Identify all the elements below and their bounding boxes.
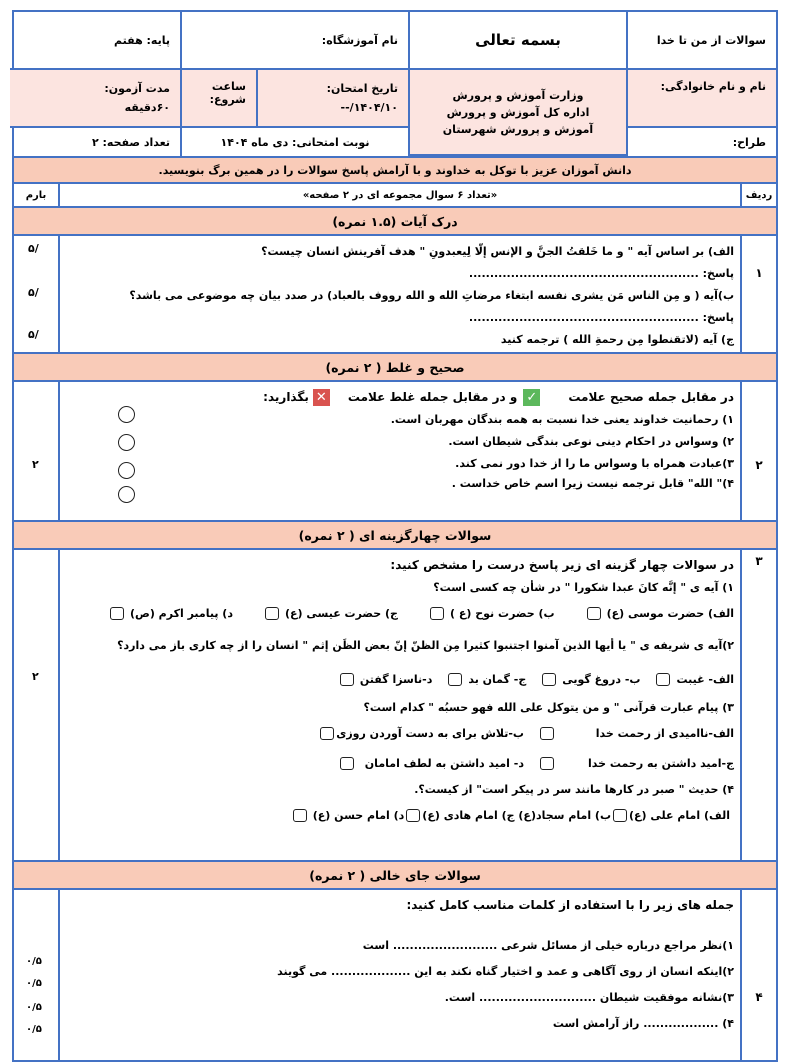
score-value: ۰/۵: [26, 978, 42, 989]
question-number: ۲: [740, 382, 776, 520]
section-title-multiple-choice: [12, 522, 778, 550]
option-label: الف) امام علی (ع): [629, 808, 730, 822]
duration-label: مدت آزمون:: [104, 82, 170, 95]
exam-session-label: نوبت امتحانی: دی ماه ۱۴۰۴: [220, 135, 370, 149]
answer-line[interactable]: پاسخ: .......................................................: [468, 266, 734, 280]
option[interactable]: [287, 809, 405, 822]
score-cell: [14, 890, 58, 1060]
x-icon: ✕: [313, 389, 330, 406]
checkbox[interactable]: [656, 673, 670, 686]
exam-session-cell: [180, 128, 408, 156]
question-row-1: [12, 236, 778, 354]
checkbox[interactable]: [265, 607, 279, 620]
page-count-label: تعداد صفحه: ۲: [91, 135, 170, 149]
option[interactable]: [259, 607, 398, 620]
question-row-2: [12, 382, 778, 522]
option-label: الف-ناامیدی از رحمت خدا: [595, 726, 734, 740]
question-number: ۴: [740, 890, 776, 1060]
checkbox[interactable]: [340, 757, 354, 770]
multiple-choice-instruction: در سوالات چهار گزینه ای زیر پاسخ درست را مشخص کنید:: [390, 558, 734, 572]
option[interactable]: [334, 673, 432, 686]
student-name-field[interactable]: [626, 70, 776, 128]
question-number: ۳: [740, 550, 776, 860]
checkbox[interactable]: [613, 809, 627, 822]
section-title-fill-in-the-blank: [12, 862, 778, 890]
fill-blank-instruction: جمله های زیر را با استفاده از کلمات مناسب کامل کنید:: [406, 898, 734, 912]
fill-blank-item[interactable]: ۱)نظر مراجع درباره خیلی از مسائل شرعی ......................... است: [362, 938, 734, 952]
option[interactable]: [104, 607, 233, 620]
exam-date-label: تاریخ امتحان:: [326, 82, 398, 95]
org-line-county: آموزش و پرورش شهرستان: [442, 122, 594, 136]
answer-circle[interactable]: [118, 462, 135, 479]
instruction-text: و در مقابل جمله غلط علامت: [347, 390, 518, 404]
checkbox[interactable]: [540, 727, 554, 740]
true-false-item: ۱) رحمانیت خداوند یعنی خدا نسبت به همه بندگان مهربان است.: [390, 412, 734, 426]
option-label: ب- دروغ گویی: [562, 672, 641, 686]
exam-sheet: [12, 10, 778, 1062]
option-label: د-ناسزا گفتن: [359, 672, 433, 686]
question-body: [58, 236, 740, 354]
answer-circle[interactable]: [118, 434, 135, 451]
answer-circle[interactable]: [118, 486, 135, 503]
option-group: [70, 748, 734, 778]
instruction-text: در مقابل جمله صحیح علامت: [568, 390, 734, 404]
score-value: ۰/۵: [26, 1024, 42, 1035]
exam-date-cell: [256, 70, 408, 128]
answer-circle[interactable]: [118, 406, 135, 423]
true-false-item: ۳)عبادت همراه با وسواس ما را از خدا دور نمی کند.: [455, 456, 734, 470]
question-row-4: [12, 890, 778, 1062]
instructions-banner: [12, 158, 778, 184]
checkbox[interactable]: [587, 607, 601, 620]
exam-title-text: سوالات از من تا خدا: [656, 33, 766, 47]
checkbox[interactable]: [110, 607, 124, 620]
question-text: ۳) پیام عبارت قرآنی " و من یتوکل علی الله فهو حسبُه " کدام است؟: [363, 700, 734, 714]
question-text: ۲)آیه ی شریفه ی " یا أیها الذین آمنوا اجتنبوا کثیرا مِن الظنّ إنّ بعض الظَن إثم " انسان را از چه کاری باز می دارد؟: [117, 638, 734, 652]
score-value: /۵: [28, 286, 39, 299]
designer-field[interactable]: [626, 128, 776, 156]
option-label: ب) حضرت نوح (ع ): [450, 606, 555, 620]
option-label: د) امام حسن (ع): [312, 808, 405, 822]
option-group: [70, 598, 734, 628]
row-column-header: ردیف: [740, 184, 776, 206]
checkbox[interactable]: [406, 809, 420, 822]
school-name-field[interactable]: [180, 12, 408, 70]
org-line-general-office: اداره کل آموزش و پرورش: [446, 105, 590, 119]
option-group: [70, 800, 734, 830]
section-1-title: درک آیات (۱.۵ نمره): [332, 213, 458, 229]
option-label: ب) امام سجاد(ع) ج) امام هادی (ع): [422, 808, 611, 822]
section-title-true-false: [12, 354, 778, 382]
question-line: ب)آیه ( و مِن الناس مَن یشری نفسه ابتغاء مرضاتِ الله و الله رووف بالعباد) در صدد بیان چه موضوعی می باشد؟: [129, 288, 734, 302]
score-cell: [14, 382, 58, 520]
true-false-item: ۴)" الله" قابل ترجمه نیست زیرا اسم خاص خداست .: [451, 476, 734, 490]
start-time-label: ساعت شروع:: [209, 80, 246, 106]
true-false-item: ۲) وسواس در احکام دینی نوعی بندگی شیطان است.: [448, 434, 734, 448]
option-label: د) پیامبر اکرم (ص): [130, 606, 233, 620]
checkbox[interactable]: [430, 607, 444, 620]
fill-blank-item[interactable]: ۴) .................. راز آرامش است: [552, 1016, 734, 1030]
student-name-label: نام و نام خانوادگی:: [660, 80, 766, 93]
start-time-field[interactable]: [180, 70, 256, 128]
question-text: ۴) حدیث " صبر در کارها مانند سر در پیکر است" از کیست؟.: [414, 782, 734, 796]
option[interactable]: [581, 607, 734, 620]
checkbox[interactable]: [542, 673, 556, 686]
checkbox[interactable]: [320, 727, 334, 740]
option-label: ج) حضرت عیسی (ع): [284, 606, 398, 620]
bismillah-text: بسمه تعالی: [475, 31, 561, 49]
option[interactable]: [611, 809, 730, 822]
score-cell: [14, 236, 58, 354]
checkbox[interactable]: [293, 809, 307, 822]
check-icon: ✓: [523, 389, 540, 406]
checkbox[interactable]: [340, 673, 354, 686]
section-3-title: سوالات چهارگزینه ای ( ۲ نمره): [298, 527, 492, 543]
score-value: ۰/۵: [26, 1002, 42, 1013]
score-cell: [14, 550, 58, 860]
option-group: [70, 662, 734, 696]
fill-blank-item[interactable]: ۳)نشانه موفقیت شیطان ............................ است.: [444, 990, 734, 1004]
duration-cell: [10, 70, 180, 128]
option[interactable]: [404, 809, 611, 822]
option[interactable]: [534, 757, 734, 770]
column-headers: [12, 184, 778, 208]
question-row-3: [12, 550, 778, 862]
instruction-text: بگذارید:: [263, 390, 309, 404]
option-label: ج-امید داشتن به رحمت خدا: [588, 756, 734, 770]
checkbox[interactable]: [540, 757, 554, 770]
true-false-instruction: [70, 386, 734, 408]
score-value: /۵: [28, 328, 39, 341]
option[interactable]: [442, 673, 526, 686]
option[interactable]: [424, 607, 555, 620]
checkbox[interactable]: [448, 673, 462, 686]
section-2-title: صحیح و غلط ( ۲ نمره): [325, 359, 465, 375]
option[interactable]: [314, 727, 524, 740]
answer-line[interactable]: پاسخ: .......................................................: [468, 310, 734, 324]
option-group: [70, 718, 734, 748]
option-label: ب-تلاش برای به دست آوردن روزی: [336, 726, 524, 740]
school-label: نام آموزشگاه:: [321, 33, 398, 47]
section-title-verses: [12, 208, 778, 236]
designer-label: طراح:: [732, 135, 766, 149]
exam-title: [626, 12, 776, 70]
score-value: /۵: [28, 242, 39, 255]
duration-value: ۶۰دقیقه: [124, 101, 170, 114]
question-line: ج) آیه (لاتقنطوا مِن رحمةِ الله ) ترجمه کنید: [500, 332, 734, 346]
summary-column-header: «تعداد ۶ سوال مجموعه ای در ۲ صفحه»: [58, 184, 740, 206]
option-label: د- امید داشتن به لطف امامان: [364, 756, 524, 770]
organization-cell: [408, 70, 626, 156]
org-line-ministry: وزارت آموزش و پرورش: [452, 88, 584, 102]
instructions-text: دانش آموزان عزیز با توکل به خداوند و با آرامش پاسخ سوالات را در همین برگ بنویسید.: [158, 163, 632, 177]
grade-cell: [10, 12, 180, 70]
exam-date-value: ۱۴۰۴/۱۰/--: [340, 101, 398, 114]
question-body: [58, 382, 740, 520]
option[interactable]: [334, 757, 524, 770]
question-number: ۱: [740, 236, 776, 354]
question-body: [58, 890, 740, 1060]
question-text: ۱) آیه ی " إنَّه کانَ عبدا شکورا " در شأن چه کسی است؟: [433, 580, 734, 594]
bismillah-cell: [408, 12, 626, 70]
section-4-title: سوالات جای خالی ( ۲ نمره): [309, 867, 481, 883]
option[interactable]: [536, 673, 640, 686]
question-line: الف) بر اساس آیه " و ما خَلقتُ الجنَّ و الإنس إلّا لِیعبدونِ " هدف آفرینش انسان چیست؟: [261, 244, 734, 258]
score-column-header: بارم: [25, 189, 47, 201]
option-label: الف- غیبت: [676, 672, 734, 686]
page-count-cell: [10, 128, 180, 156]
option[interactable]: [534, 727, 734, 740]
option-label: الف) حضرت موسی (ع): [606, 606, 734, 620]
grade-label: پایه: هفتم: [114, 33, 170, 47]
score-value: ۲: [32, 670, 39, 683]
option[interactable]: [650, 673, 734, 686]
score-value: ۰/۵: [26, 956, 42, 967]
score-value: ۲: [32, 458, 39, 471]
question-body: [58, 550, 740, 860]
fill-blank-item[interactable]: ۲)اینکه انسان از روی آگاهی و عمد و اختیار گناه نکند به این ................... می گویند: [277, 964, 734, 978]
option-label: ج- گمان بد: [468, 672, 527, 686]
exam-header: [12, 10, 778, 158]
